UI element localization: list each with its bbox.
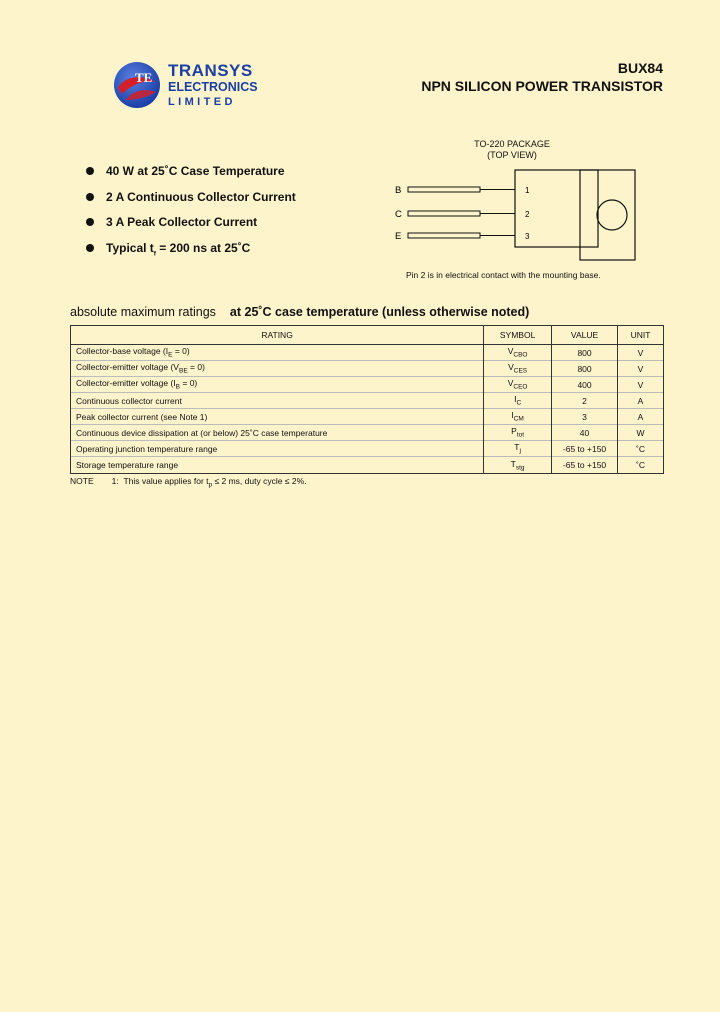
lead-c <box>408 211 515 216</box>
feature-list <box>86 164 296 266</box>
symbol-cell: $V_{CBO}$ <box>484 345 552 361</box>
unit-cell: A <box>618 393 664 409</box>
unit-cell: W <box>618 425 664 441</box>
logo-line-2: ELECTRONICS <box>168 80 258 94</box>
feature-item: 2 A Continuous Collector Current <box>86 190 296 216</box>
pin-number-3: 3 <box>525 232 530 241</box>
symbol-cell: $I_{CM}$ <box>484 409 552 425</box>
table-row <box>71 361 664 377</box>
symbol-cell: $I_C$ <box>484 393 552 409</box>
bullet-icon <box>86 218 94 226</box>
unit-cell: V <box>618 361 664 377</box>
value-cell: -65 to +150 <box>552 441 618 457</box>
value-cell: 3 <box>552 409 618 425</box>
rating-cell: Operating junction temperature range <box>71 441 484 457</box>
column-header-value: VALUE <box>552 326 618 345</box>
unit-cell: ˚C <box>618 457 664 474</box>
symbol-cell: $T_j$ <box>484 441 552 457</box>
symbol-cell: $V_{CEO}$ <box>484 377 552 393</box>
part-number: BUX84 <box>617 60 663 76</box>
pin-number-2: 2 <box>525 210 530 219</box>
symbol-cell: $V_{CES}$ <box>484 361 552 377</box>
logo-line-3: LIMITED <box>168 95 236 108</box>
rating-cell: Continuous device dissipation at (or below) 25˚C case temperature <box>71 425 484 441</box>
table-header-row <box>71 326 664 345</box>
rating-cell: Collector-base voltage $(I_E = 0)$ <box>71 345 484 361</box>
value-cell: 400 <box>552 377 618 393</box>
rating-cell: Storage temperature range <box>71 457 484 474</box>
pin-label-c: C <box>395 209 402 220</box>
table-row <box>71 441 664 457</box>
unit-cell: V <box>618 345 664 361</box>
mounting-hole-icon <box>597 200 627 230</box>
value-cell: 800 <box>552 361 618 377</box>
logo-line-1: TRANSYS <box>168 61 253 80</box>
feature-item: Typical $t_f = 200$ ns at 25˚C <box>86 241 296 267</box>
rating-cell: Continuous collector current <box>71 393 484 409</box>
rating-cell: Collector-emitter voltage $(I_B = 0)$ <box>71 377 484 393</box>
table-row <box>71 457 664 474</box>
value-cell: 800 <box>552 345 618 361</box>
package-title: TO-220 PACKAGE (TOP VIEW) <box>474 139 550 160</box>
symbol-cell: $P_{tot}$ <box>484 425 552 441</box>
pin-label-e: E <box>395 231 402 242</box>
table-row <box>71 393 664 409</box>
lead-b <box>408 187 515 192</box>
ratings-table <box>70 325 664 474</box>
bullet-icon <box>86 167 94 175</box>
svg-text:TE: TE <box>135 70 153 85</box>
pin-note: Pin 2 is in electrical contact with the mounting base. <box>406 270 601 280</box>
value-cell: 2 <box>552 393 618 409</box>
rating-cell: Collector-emitter voltage $(V_{BE} = 0)$ <box>71 361 484 377</box>
feature-item: 3 A Peak Collector Current <box>86 215 296 241</box>
symbol-cell: $T_{stg}$ <box>484 457 552 474</box>
company-logo-text <box>168 62 258 108</box>
feature-item: 40 W at 25˚C Case Temperature <box>86 164 296 190</box>
table-row <box>71 345 664 361</box>
rating-cell: Peak collector current (see Note 1) <box>71 409 484 425</box>
package-diagram <box>390 165 640 270</box>
table-row <box>71 425 664 441</box>
company-logo-globe <box>112 60 162 110</box>
column-header-rating: RATING <box>71 326 484 345</box>
table-row <box>71 409 664 425</box>
bullet-icon <box>86 244 94 252</box>
unit-cell: ˚C <box>618 441 664 457</box>
column-header-symbol: SYMBOL <box>484 326 552 345</box>
table-row <box>71 377 664 393</box>
bullet-icon <box>86 193 94 201</box>
part-description: NPN SILICON POWER TRANSISTOR <box>421 78 663 94</box>
value-cell: -65 to +150 <box>552 457 618 474</box>
pin-number-1: 1 <box>525 186 530 195</box>
column-header-unit: UNIT <box>618 326 664 345</box>
value-cell: 40 <box>552 425 618 441</box>
unit-cell: A <box>618 409 664 425</box>
footnote: NOTE 1: This value applies for $t_p \le 2$ ms, duty cycle ≤ 2%. <box>70 476 307 489</box>
pin-label-b: B <box>395 185 402 196</box>
unit-cell: V <box>618 377 664 393</box>
ratings-heading: absolute maximum ratings at 25˚C case temperature (unless otherwise noted) <box>70 305 530 319</box>
lead-e <box>408 233 515 238</box>
